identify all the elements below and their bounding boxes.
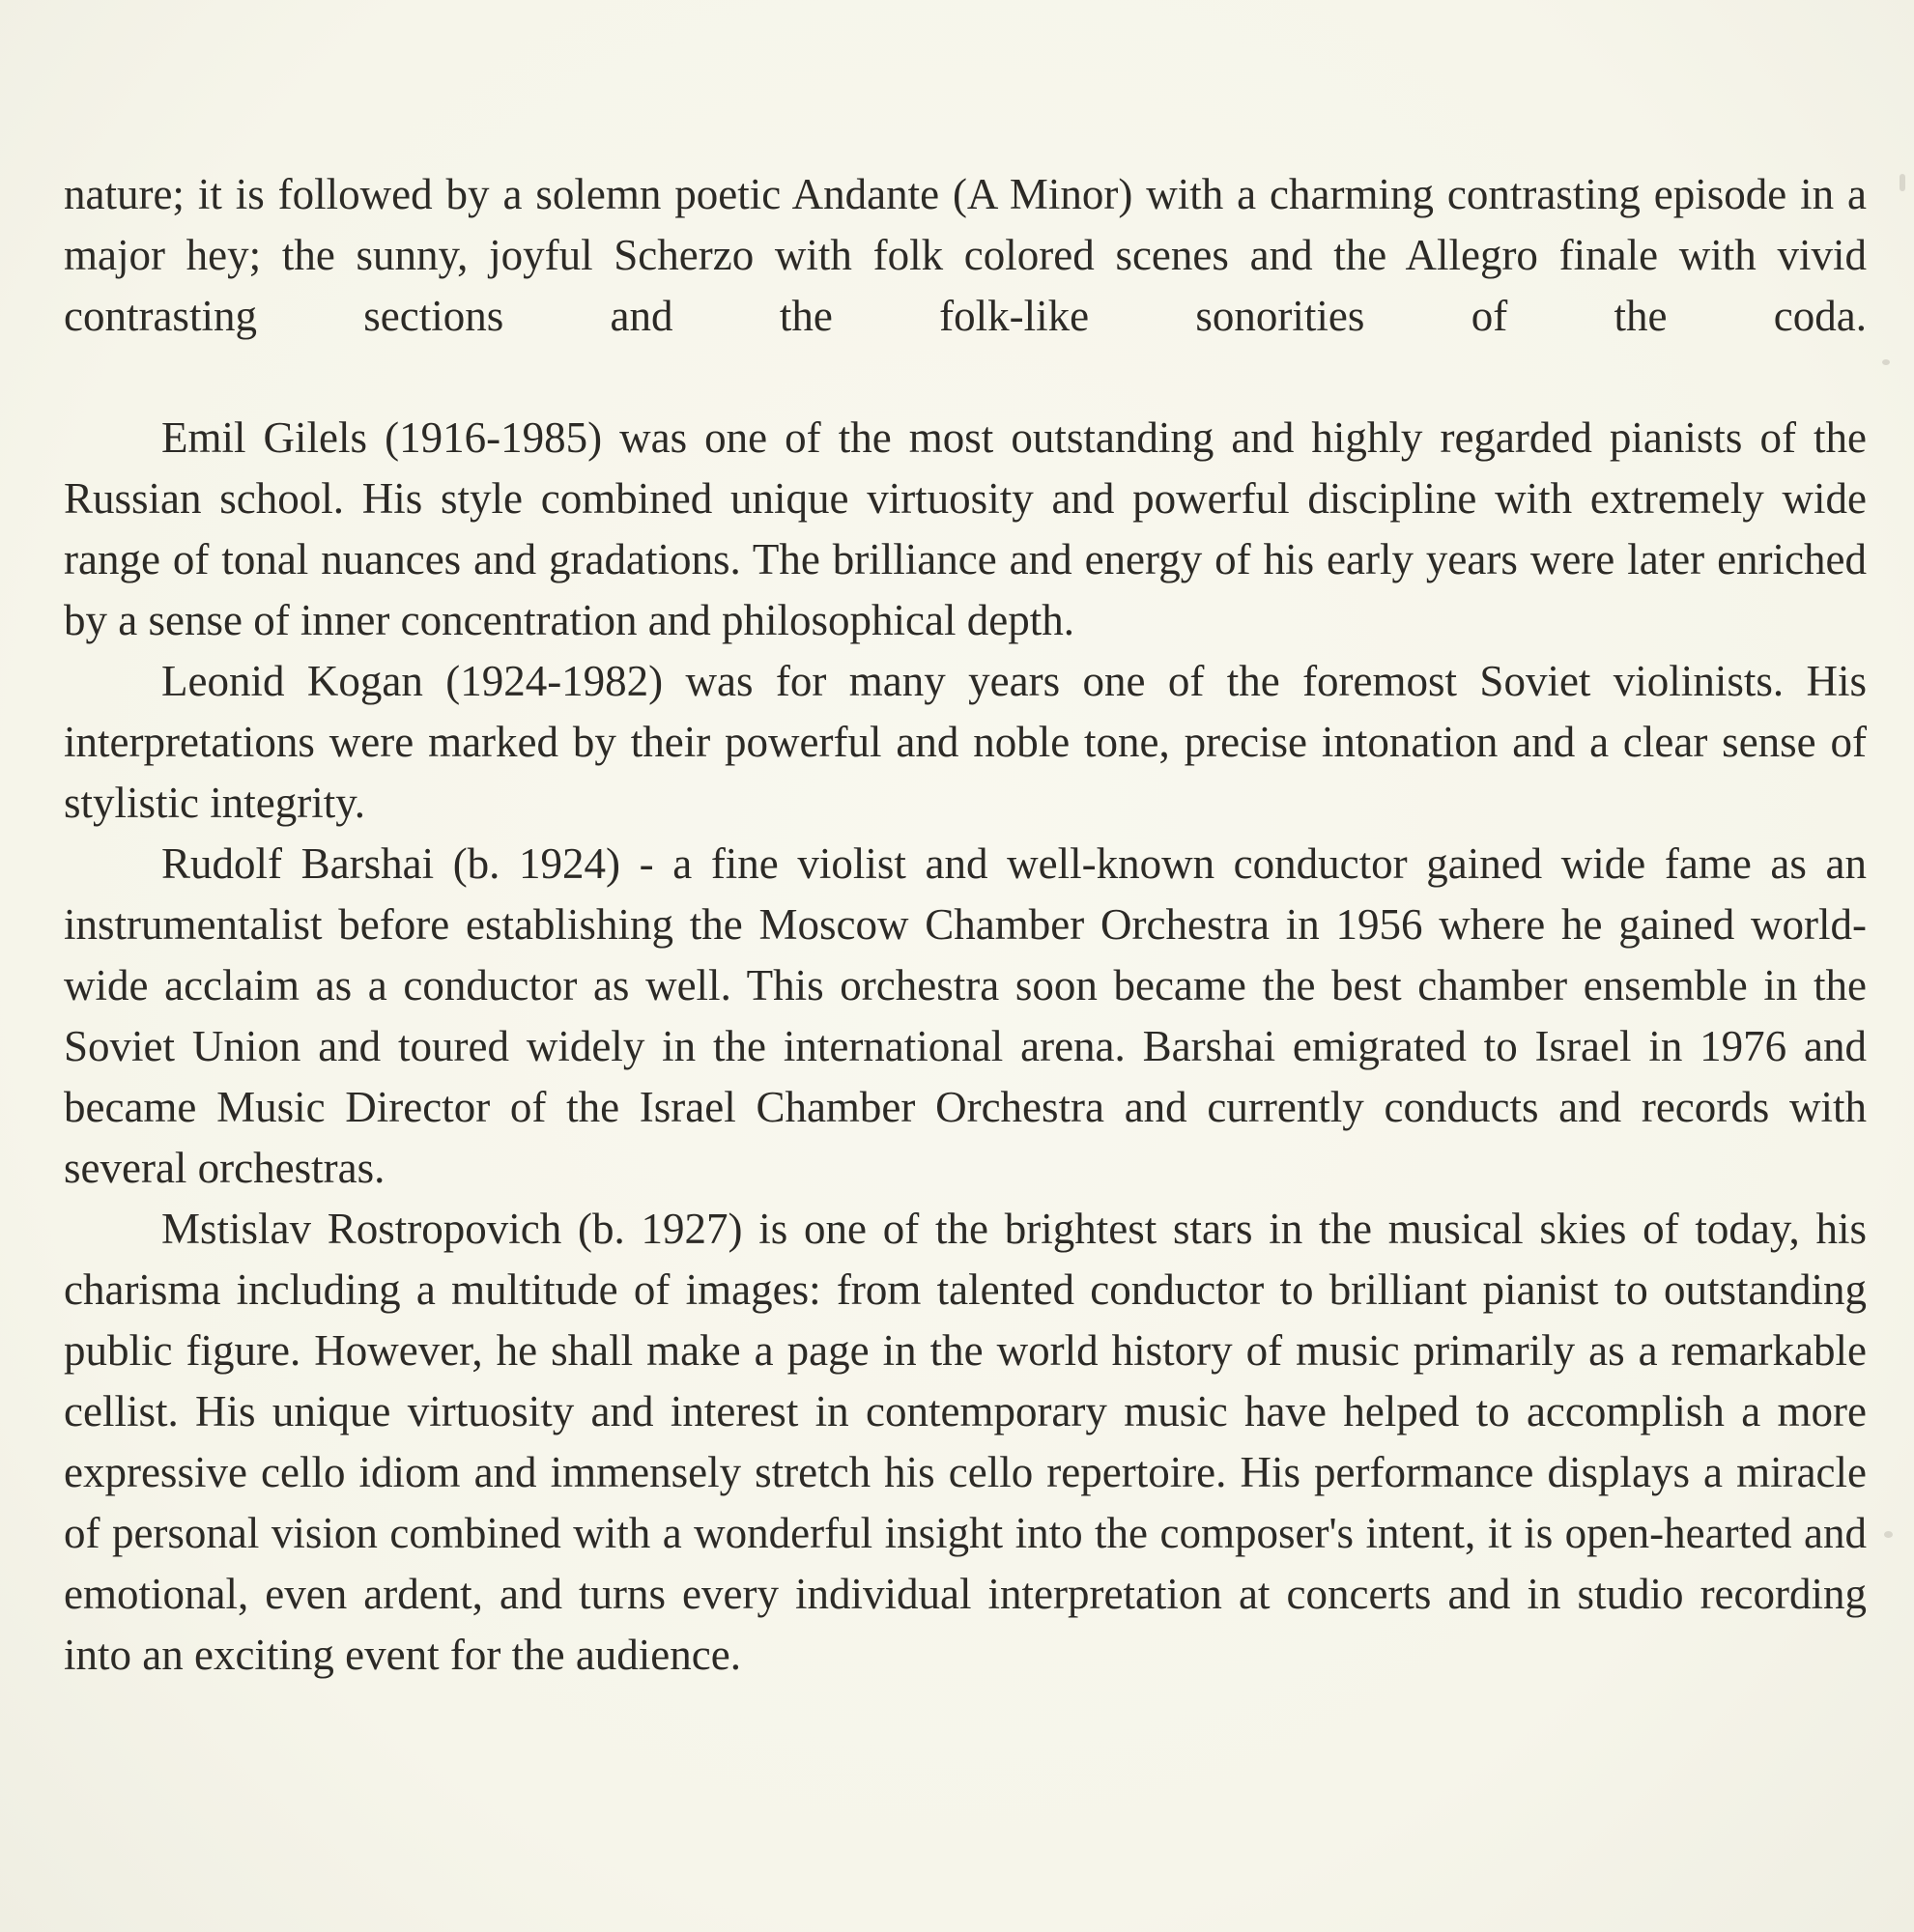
- paragraph-work-description: nature; it is followed by a solemn poetic Andante (A Minor) with a charming contrasting episode in a major hey; the sunny, joyful Scherzo with folk colored scenes and the Allegro finale with vivid contrasting sections and the folk-like sonorities of the coda.: [64, 170, 1867, 340]
- paragraph-emil-gilels: Emil Gilels (1916-1985) was one of the most outstanding and highly regarded pianists of the Russian school. His style combined unique virtuosity and powerful discipline with extremely wide range of tonal nuances and gradations. The brilliance and energy of his early years were later enriched by a sense of inner concentration and philosophical depth.: [64, 413, 1867, 644]
- paragraph-rudolf-barshai: Rudolf Barshai (b. 1924) - a fine violist and well-known conductor gained wide fame as an instrumentalist before establishing the Moscow Chamber Orchestra in 1956 where he gained world-wide acclaim as a conductor as well. This orchestra soon became the best chamber ensemble in the Soviet Union and toured widely in the international arena. Barshai emigrated to Israel in 1976 and became Music Director of the Israel Chamber Orchestra and currently conducts and records with several orchestras.: [64, 839, 1867, 1192]
- liner-notes-text: [64, 164, 1867, 1686]
- paper-speck: [1882, 359, 1890, 365]
- paper-speck: [1884, 1531, 1893, 1538]
- paragraph-leonid-kogan: Leonid Kogan (1924-1982) was for many years one of the foremost Soviet violinists. His interpretations were marked by their powerful and noble tone, precise intonation and a clear sense of stylistic integrity.: [64, 657, 1867, 827]
- paragraph-gap: [64, 347, 1867, 408]
- paper-speck: [1900, 174, 1905, 191]
- paragraph-mstislav-rostropovich: Mstislav Rostropovich (b. 1927) is one of the brightest stars in the musical skies of today, his charisma including a multitude of images: from talented conductor to brilliant pianist to outstanding public figure. However, he shall make a page in the world history of music primarily as a remarkable cellist. His unique virtuosity and interest in contemporary music have helped to accomplish a more expressive cello idiom and immensely stretch his cello repertoire. His performance displays a miracle of personal vision combined with a wonderful insight into the composer's intent, it is open-hearted and emotional, even ardent, and turns every individual interpretation at concerts and in studio recording into an exciting event for the audience.: [64, 1205, 1867, 1679]
